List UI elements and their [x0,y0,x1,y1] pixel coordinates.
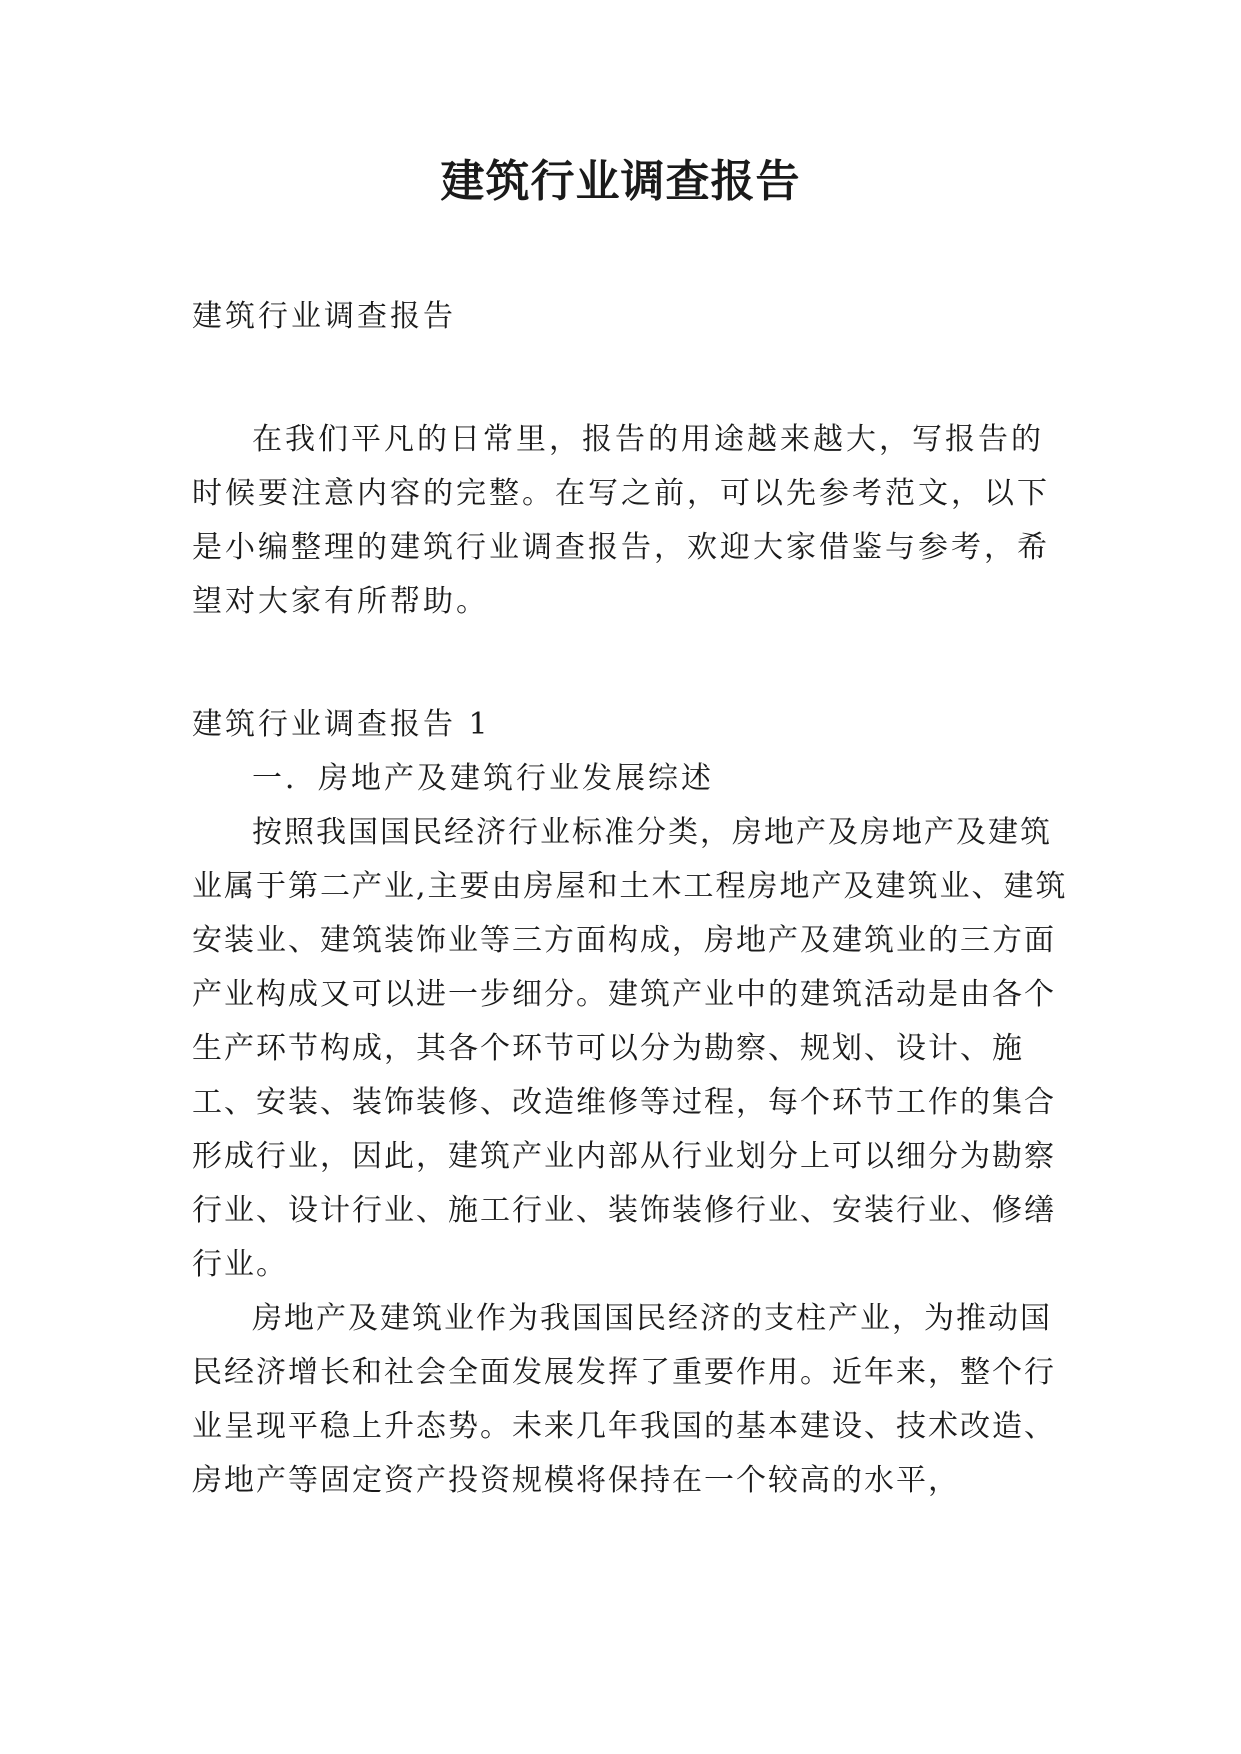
body-paragraph-1: 按照我国国民经济行业标准分类，房地产及房地产及建筑业属于第二产业,主要由房屋和土木工程房地产及建筑业、建筑安装业、建筑装饰业等三方面构成，房地产及建筑业的三方面产业构成又可以进一步细分。建筑产业中的建筑活动是由各个生产环节构成，其各个环节可以分为勘察、规划、设计、施工、安装、装饰装修、改造维修等过程，每个环节工作的集合形成行业，因此，建筑产业内部从行业划分上可以细分为勘察行业、设计行业、施工行业、装饰装修行业、安装行业、修缮行业。 [192,815,1068,1282]
section-heading: 一．房地产及建筑行业发展综述 [252,761,714,796]
section-title: 建筑行业调查报告 1 [192,707,491,742]
body-paragraph-2: 房地产及建筑业作为我国国民经济的支柱产业，为推动国民经济增长和社会全面发展发挥了重要作用。近年来，整个行业呈现平稳上升态势。未来几年我国的基本建设、技术改造、房地产等固定资产投资规模将保持在一个较高的水平， [192,1301,1056,1498]
intro-paragraph: 在我们平凡的日常里，报告的用途越来越大，写报告的时候要注意内容的完整。在写之前，可以先参考范文，以下是小编整理的建筑行业调查报告，欢迎大家借鉴与参考，希望对大家有所帮助。 [192,422,1050,619]
document-title: 建筑行业调查报告 [440,156,801,207]
document-body [192,290,1072,1508]
document-subtitle: 建筑行业调查报告 [192,299,456,334]
